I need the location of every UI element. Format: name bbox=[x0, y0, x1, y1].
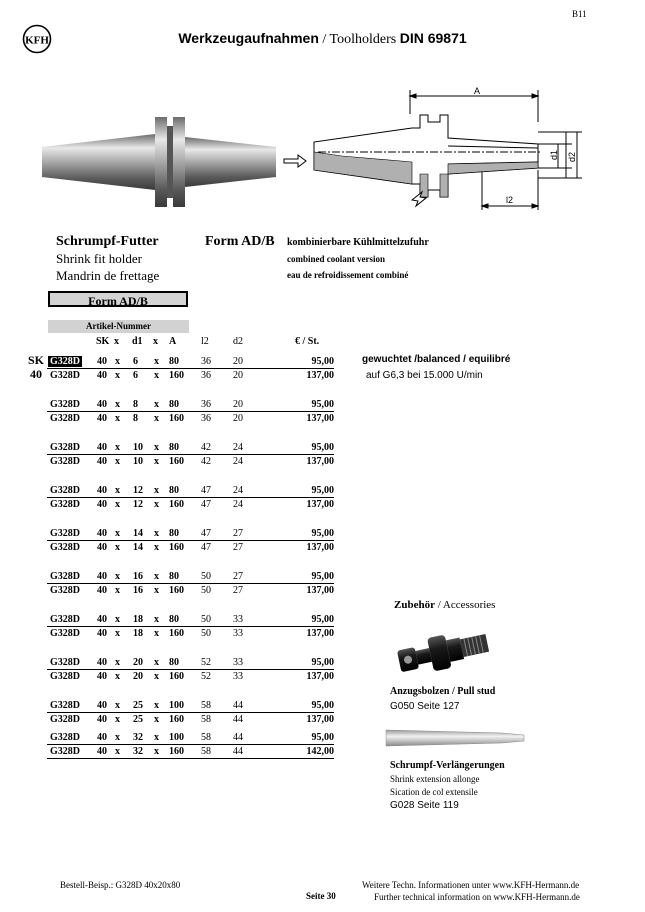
cell-d1: 8 bbox=[133, 399, 138, 410]
cell-d2: 27 bbox=[233, 542, 243, 553]
col-header-d1: d1 bbox=[132, 336, 143, 347]
accessories-title bbox=[394, 599, 495, 611]
table-row bbox=[0, 456, 645, 469]
cell-a: 160 bbox=[169, 714, 184, 725]
product-name-de: Schrumpf-Futter bbox=[56, 234, 159, 249]
table-row bbox=[0, 413, 645, 426]
cell-x1: x bbox=[115, 528, 120, 539]
cell-l2: 42 bbox=[201, 456, 211, 467]
cell-x2: x bbox=[154, 413, 159, 424]
cell-d1: 25 bbox=[133, 714, 143, 725]
cell-price: 95,00 bbox=[311, 528, 334, 539]
cell-code: G328D bbox=[50, 732, 80, 743]
cell-a: 80 bbox=[169, 442, 179, 453]
cell-d1: 6 bbox=[133, 356, 138, 367]
cell-sk: 40 bbox=[97, 614, 107, 625]
cell-sk: 40 bbox=[97, 542, 107, 553]
article-number-header: Artikel-Nummer bbox=[48, 320, 189, 333]
cell-code: G328D bbox=[50, 528, 80, 539]
cell-a: 80 bbox=[169, 485, 179, 496]
cell-sk: 40 bbox=[97, 746, 107, 757]
cell-d2: 20 bbox=[233, 370, 243, 381]
cell-code: G328D bbox=[50, 399, 80, 410]
product-name-en: Shrink fit holder bbox=[56, 251, 142, 266]
cell-price: 137,00 bbox=[306, 370, 334, 381]
dim-label-d1: d1 bbox=[549, 149, 559, 160]
cell-x2: x bbox=[154, 614, 159, 625]
cell-x1: x bbox=[115, 628, 120, 639]
cell-price: 95,00 bbox=[311, 614, 334, 625]
row-divider bbox=[47, 368, 334, 369]
title-norm: DIN 69871 bbox=[399, 30, 467, 46]
cell-price: 95,00 bbox=[311, 485, 334, 496]
dim-label-l2: l2 bbox=[506, 195, 514, 205]
cell-d2: 20 bbox=[233, 413, 243, 424]
cell-a: 160 bbox=[169, 456, 184, 467]
col-header-sk: SK bbox=[96, 336, 110, 347]
extension-en: Shrink extension allonge bbox=[390, 774, 480, 784]
row-divider bbox=[47, 626, 334, 627]
feature-en: combined coolant version bbox=[287, 254, 385, 264]
cell-l2: 36 bbox=[201, 356, 211, 367]
cell-price: 95,00 bbox=[311, 442, 334, 453]
cell-d2: 33 bbox=[233, 671, 243, 682]
svg-text:KFH: KFH bbox=[25, 34, 49, 47]
cell-x1: x bbox=[115, 571, 120, 582]
cell-sk: 40 bbox=[97, 399, 107, 410]
cell-a: 160 bbox=[169, 413, 184, 424]
row-divider bbox=[47, 758, 334, 759]
cell-x2: x bbox=[154, 356, 159, 367]
cell-d2: 27 bbox=[233, 528, 243, 539]
cell-l2: 47 bbox=[201, 499, 211, 510]
accessories-title-de: Zubehör bbox=[394, 599, 435, 611]
cell-a: 160 bbox=[169, 671, 184, 682]
row-divider bbox=[47, 411, 334, 412]
cell-x1: x bbox=[115, 356, 120, 367]
cell-l2: 47 bbox=[201, 528, 211, 539]
cell-sk: 40 bbox=[97, 485, 107, 496]
cell-d2: 24 bbox=[233, 442, 243, 453]
cell-l2: 42 bbox=[201, 442, 211, 453]
cell-d1: 32 bbox=[133, 732, 143, 743]
order-example: Bestell-Beisp.: G328D 40x20x80 bbox=[60, 880, 181, 890]
cell-l2: 36 bbox=[201, 399, 211, 410]
cell-sk: 40 bbox=[97, 442, 107, 453]
shrink-extension-photo bbox=[384, 728, 526, 748]
cell-d2: 24 bbox=[233, 499, 243, 510]
cell-sk: 40 bbox=[97, 585, 107, 596]
pull-stud-photo bbox=[394, 623, 494, 678]
table-row bbox=[0, 671, 645, 684]
cell-d2: 33 bbox=[233, 628, 243, 639]
cell-x1: x bbox=[115, 542, 120, 553]
cell-l2: 52 bbox=[201, 657, 211, 668]
cell-price: 95,00 bbox=[311, 700, 334, 711]
accessories-title-en: Accessories bbox=[442, 599, 496, 611]
cell-code: G328D bbox=[50, 746, 80, 757]
cell-x2: x bbox=[154, 499, 159, 510]
cell-d2: 20 bbox=[233, 399, 243, 410]
cell-price: 137,00 bbox=[306, 714, 334, 725]
col-header-x2: x bbox=[153, 336, 158, 347]
table-row bbox=[0, 628, 645, 641]
cell-x2: x bbox=[154, 585, 159, 596]
cell-d1: 12 bbox=[133, 485, 143, 496]
cell-sk: 40 bbox=[97, 628, 107, 639]
cell-d2: 44 bbox=[233, 746, 243, 757]
balanced-note: gewuchtet /balanced / equilibré bbox=[362, 354, 511, 365]
cell-code: G328D bbox=[50, 413, 80, 424]
cell-x2: x bbox=[154, 528, 159, 539]
cell-x1: x bbox=[115, 671, 120, 682]
table-row bbox=[0, 499, 645, 512]
cell-x2: x bbox=[154, 671, 159, 682]
cell-x1: x bbox=[115, 485, 120, 496]
cell-d2: 27 bbox=[233, 571, 243, 582]
cell-a: 80 bbox=[169, 614, 179, 625]
cell-x1: x bbox=[115, 413, 120, 424]
page-code: B11 bbox=[572, 9, 587, 19]
cell-code: G328D bbox=[50, 700, 80, 711]
cell-d1: 14 bbox=[133, 528, 143, 539]
cell-code: G328D bbox=[50, 442, 80, 453]
cell-d1: 20 bbox=[133, 657, 143, 668]
cell-l2: 52 bbox=[201, 671, 211, 682]
product-name-fr: Mandrin de frettage bbox=[56, 268, 160, 283]
cell-a: 160 bbox=[169, 499, 184, 510]
cell-x1: x bbox=[115, 370, 120, 381]
cell-price: 95,00 bbox=[311, 657, 334, 668]
cell-l2: 58 bbox=[201, 732, 211, 743]
cell-code: G328D bbox=[50, 485, 80, 496]
cell-x1: x bbox=[115, 499, 120, 510]
extension-ref: G028 Seite 119 bbox=[390, 800, 459, 811]
extension-fr: Sication de col extensile bbox=[390, 787, 478, 797]
cell-code: G328D bbox=[50, 614, 80, 625]
cell-sk: 40 bbox=[97, 571, 107, 582]
feature-fr: eau de refroidissement combiné bbox=[287, 270, 409, 280]
table-header bbox=[0, 336, 645, 349]
cell-x2: x bbox=[154, 571, 159, 582]
cell-price: 142,00 bbox=[306, 746, 334, 757]
cell-code: G328D bbox=[50, 542, 80, 553]
cell-code: G328D bbox=[50, 370, 80, 381]
cell-d1: 25 bbox=[133, 700, 143, 711]
cell-d1: 6 bbox=[133, 370, 138, 381]
title-separator: / bbox=[318, 32, 330, 47]
cell-x1: x bbox=[115, 399, 120, 410]
cell-a: 80 bbox=[169, 528, 179, 539]
cell-x2: x bbox=[154, 456, 159, 467]
cell-price: 95,00 bbox=[311, 399, 334, 410]
accessories-title-sep: / bbox=[434, 599, 443, 611]
cell-x1: x bbox=[115, 746, 120, 757]
cell-d2: 24 bbox=[233, 456, 243, 467]
cell-x2: x bbox=[154, 542, 159, 553]
cell-x1: x bbox=[115, 456, 120, 467]
page-number: Seite 30 bbox=[306, 891, 336, 901]
cell-d1: 16 bbox=[133, 571, 143, 582]
cell-d1: 10 bbox=[133, 456, 143, 467]
col-header-d2: d2 bbox=[233, 336, 243, 347]
cell-price: 137,00 bbox=[306, 671, 334, 682]
cell-sk: 40 bbox=[97, 671, 107, 682]
cell-sk: 40 bbox=[97, 456, 107, 467]
cell-x1: x bbox=[115, 714, 120, 725]
info-link-en[interactable]: Further technical information on www.KFH-Hermann.de bbox=[374, 892, 580, 902]
cell-l2: 58 bbox=[201, 746, 211, 757]
cell-price: 137,00 bbox=[306, 542, 334, 553]
cell-d1: 14 bbox=[133, 542, 143, 553]
cell-d2: 20 bbox=[233, 356, 243, 367]
cell-sk: 40 bbox=[97, 370, 107, 381]
cell-d2: 33 bbox=[233, 657, 243, 668]
extension-title: Schrumpf-Verlängerungen bbox=[390, 760, 505, 771]
table-row bbox=[0, 542, 645, 555]
cell-l2: 58 bbox=[201, 700, 211, 711]
cell-l2: 50 bbox=[201, 628, 211, 639]
cell-l2: 47 bbox=[201, 485, 211, 496]
dim-label-d2: d2 bbox=[567, 151, 577, 162]
col-header-x1: x bbox=[114, 336, 119, 347]
cell-price: 137,00 bbox=[306, 585, 334, 596]
cell-d1: 18 bbox=[133, 628, 143, 639]
cell-x2: x bbox=[154, 370, 159, 381]
cell-price: 137,00 bbox=[306, 628, 334, 639]
cell-a: 80 bbox=[169, 657, 179, 668]
col-header-price: € / St. bbox=[295, 336, 320, 347]
feature-de: kombinierbare Kühlmittelzufuhr bbox=[287, 237, 429, 248]
table-row bbox=[0, 585, 645, 598]
cell-sk: 40 bbox=[97, 700, 107, 711]
cell-l2: 36 bbox=[201, 413, 211, 424]
cell-l2: 58 bbox=[201, 714, 211, 725]
cell-sk: 40 bbox=[97, 528, 107, 539]
cell-a: 160 bbox=[169, 585, 184, 596]
cell-l2: 50 bbox=[201, 585, 211, 596]
cell-sk: 40 bbox=[97, 499, 107, 510]
cell-code: G328D bbox=[50, 499, 80, 510]
cell-d1: 32 bbox=[133, 746, 143, 757]
cell-l2: 50 bbox=[201, 571, 211, 582]
cell-x1: x bbox=[115, 614, 120, 625]
cell-d1: 18 bbox=[133, 614, 143, 625]
cell-sk: 40 bbox=[97, 657, 107, 668]
cell-x2: x bbox=[154, 746, 159, 757]
cell-price: 137,00 bbox=[306, 499, 334, 510]
cell-d2: 44 bbox=[233, 732, 243, 743]
cell-x2: x bbox=[154, 700, 159, 711]
row-divider bbox=[47, 583, 334, 584]
sk-group-line2: 40 bbox=[30, 367, 42, 381]
cell-x1: x bbox=[115, 732, 120, 743]
cell-code: G328D bbox=[50, 671, 80, 682]
cell-a: 160 bbox=[169, 542, 184, 553]
cell-d2: 44 bbox=[233, 714, 243, 725]
cell-x2: x bbox=[154, 657, 159, 668]
row-divider bbox=[47, 454, 334, 455]
cell-x2: x bbox=[154, 485, 159, 496]
cell-a: 80 bbox=[169, 399, 179, 410]
pull-stud-ref: G050 Seite 127 bbox=[390, 701, 460, 712]
cell-d1: 8 bbox=[133, 413, 138, 424]
cell-x1: x bbox=[115, 585, 120, 596]
cell-code: G328D bbox=[50, 571, 80, 582]
cell-code: G328D bbox=[50, 356, 80, 367]
form-box: Form AD/B bbox=[48, 291, 188, 307]
cell-price: 95,00 bbox=[311, 571, 334, 582]
cell-d2: 27 bbox=[233, 585, 243, 596]
cell-x2: x bbox=[154, 732, 159, 743]
shrink-holder-photo bbox=[40, 112, 280, 212]
cell-x1: x bbox=[115, 700, 120, 711]
pull-stud-title: Anzugsbolzen / Pull stud bbox=[390, 686, 496, 697]
cell-a: 160 bbox=[169, 628, 184, 639]
product-form: Form AD/B bbox=[205, 234, 275, 249]
col-header-a: A bbox=[169, 336, 177, 347]
cell-code: G328D bbox=[50, 714, 80, 725]
cell-l2: 47 bbox=[201, 542, 211, 553]
cell-sk: 40 bbox=[97, 732, 107, 743]
title-en: Toolholders bbox=[329, 32, 397, 47]
table-row bbox=[0, 714, 645, 727]
row-divider bbox=[47, 497, 334, 498]
cell-x2: x bbox=[154, 714, 159, 725]
cell-price: 137,00 bbox=[306, 456, 334, 467]
sk-group-line1: SK bbox=[28, 353, 45, 367]
title-de: Werkzeugaufnahmen bbox=[178, 30, 319, 46]
cell-code: G328D bbox=[50, 628, 80, 639]
cell-code: G328D bbox=[50, 456, 80, 467]
dim-label-a: A bbox=[474, 86, 481, 96]
cell-l2: 50 bbox=[201, 614, 211, 625]
cell-x2: x bbox=[154, 628, 159, 639]
row-divider bbox=[47, 744, 334, 745]
table-row bbox=[0, 370, 645, 383]
cell-d1: 20 bbox=[133, 671, 143, 682]
cell-a: 80 bbox=[169, 356, 179, 367]
cell-a: 100 bbox=[169, 732, 184, 743]
cell-code: G328D bbox=[50, 585, 80, 596]
cell-sk: 40 bbox=[97, 356, 107, 367]
cell-d2: 44 bbox=[233, 700, 243, 711]
cell-l2: 36 bbox=[201, 370, 211, 381]
cell-a: 160 bbox=[169, 370, 184, 381]
cell-d2: 24 bbox=[233, 485, 243, 496]
cell-sk: 40 bbox=[97, 413, 107, 424]
cell-d1: 16 bbox=[133, 585, 143, 596]
col-header-l2: l2 bbox=[201, 336, 209, 347]
cell-code: G328D bbox=[50, 657, 80, 668]
cell-a: 100 bbox=[169, 700, 184, 711]
row-divider bbox=[47, 669, 334, 670]
cell-x1: x bbox=[115, 442, 120, 453]
cell-x2: x bbox=[154, 442, 159, 453]
cell-d2: 33 bbox=[233, 614, 243, 625]
cell-price: 95,00 bbox=[311, 356, 334, 367]
cell-price: 137,00 bbox=[306, 413, 334, 424]
cell-d1: 12 bbox=[133, 499, 143, 510]
technical-drawing bbox=[282, 82, 594, 232]
cell-a: 80 bbox=[169, 571, 179, 582]
row-divider bbox=[47, 540, 334, 541]
balance-spec: auf G6,3 bei 15.000 U/min bbox=[366, 370, 483, 381]
row-divider bbox=[47, 712, 334, 713]
cell-a: 160 bbox=[169, 746, 184, 757]
info-link-de[interactable]: Weitere Techn. Informationen unter www.KFH-Hermann.de bbox=[362, 880, 580, 890]
cell-x2: x bbox=[154, 399, 159, 410]
cell-d1: 10 bbox=[133, 442, 143, 453]
page-title bbox=[0, 30, 645, 48]
cell-price: 95,00 bbox=[311, 732, 334, 743]
cell-sk: 40 bbox=[97, 714, 107, 725]
cell-x1: x bbox=[115, 657, 120, 668]
